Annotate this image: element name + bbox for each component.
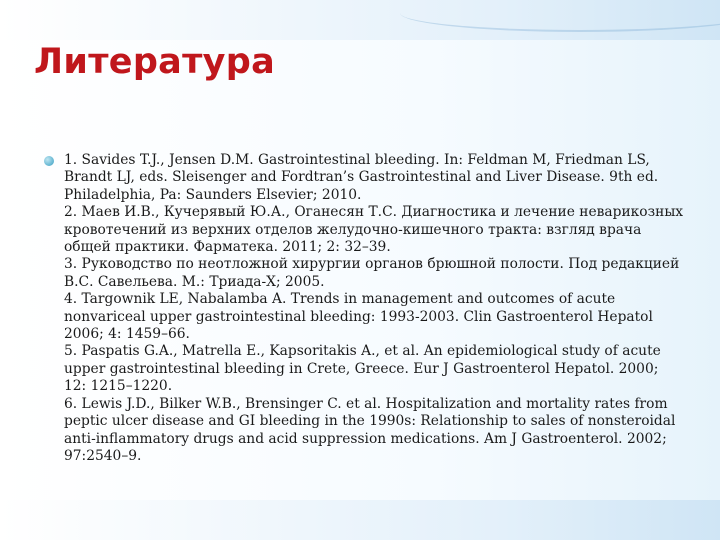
references-list bbox=[44, 152, 684, 465]
bottom-decorative-band bbox=[0, 500, 720, 540]
reference-item-4: 4. Targownik LE, Nabalamba A. Trends in management and outcomes of acute nonvariceal upper gastrointestinal bleeding: 1993-2003. Clin Gastroenterol Hepatol 2006; 4: 1459–66. bbox=[64, 291, 653, 343]
reference-item-2: 2. Маев И.В., Кучерявый Ю.А., Оганесян Т.С. Диагностика и лечение неварикозных кровотечений из верхних отделов желудочно-кишечного тракта: взгляд врача общей практики. Фарматека. 2011; 2: 32–39. bbox=[64, 204, 684, 256]
top-decorative-band bbox=[0, 0, 720, 40]
reference-item-5: 5. Paspatis G.A., Matrella E., Kapsoritakis A., et al. An epidemiological study of acute upper gastrointestinal bleeding in Crete, Greece. Eur J Gastroenterol Hepatol. 2000; 12: 1215–1220. bbox=[64, 343, 661, 395]
reference-item-3: 3. Руководство по неотложной хирургии органов брюшной полости. Под редакцией В.С. Савельева. М.: Триада-Х; 2005. bbox=[64, 256, 680, 290]
decorative-swoosh bbox=[400, 0, 720, 32]
reference-item-6: 6. Lewis J.D., Bilker W.B., Brensinger C. et al. Hospitalization and mortality rates from peptic ulcer disease and GI bleeding in the 1990s: Relationship to sales of nonsteroidal anti-inflammatory drugs and acid suppression medications. Am J Gastroenterol. 2002; 97:2540–9. bbox=[64, 395, 676, 464]
bullet-icon bbox=[44, 156, 54, 166]
reference-item-1: 1. Savides T.J., Jensen D.M. Gastrointestinal bleeding. In: Feldman M, Friedman LS, Brandt LJ, eds. Sleisenger and Fordtran’s Gastrointestinal and Liver Disease. 9th ed. Philadelphia, Pa: Saunders Elsevier; 2010. bbox=[64, 152, 659, 203]
slide-title: Литература bbox=[34, 42, 276, 82]
